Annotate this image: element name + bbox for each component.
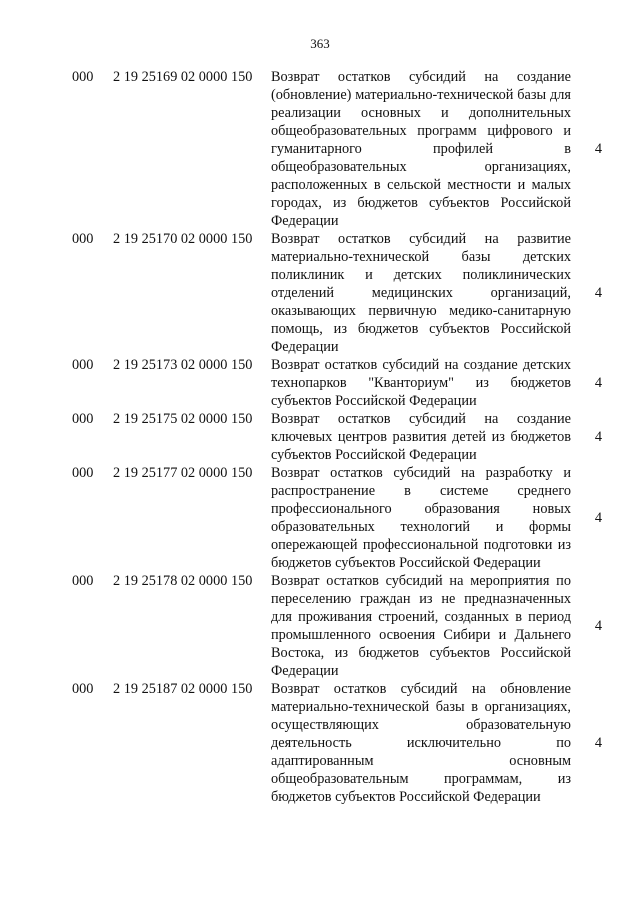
admin-code: 000 — [72, 573, 94, 589]
status-flag: 4 — [594, 510, 602, 526]
table-row — [72, 356, 612, 410]
table-row — [72, 572, 612, 680]
admin-code: 000 — [72, 231, 94, 247]
income-name: Возврат остатков субсидий на мероприятия по переселению граждан из не предназначенных для проживания строений, созданных в период промышленного освоения Сибири и Дальнего Востока, из бюджетов субъектов Российской Федерации — [271, 573, 571, 679]
status-flag: 4 — [594, 285, 602, 301]
income-name: Возврат остатков субсидий на создание детских технопарков "Кванториум" из бюджетов субъектов Российской Федерации — [271, 357, 571, 409]
table-row — [72, 68, 612, 230]
status-flag: 4 — [594, 618, 602, 634]
admin-code: 000 — [72, 357, 94, 373]
budget-code: 2 19 25178 02 0000 150 — [113, 573, 253, 589]
table-row — [72, 230, 612, 356]
budget-code: 2 19 25187 02 0000 150 — [113, 681, 253, 697]
table-row — [72, 680, 612, 806]
admin-code: 000 — [72, 681, 94, 697]
budget-code: 2 19 25175 02 0000 150 — [113, 411, 253, 427]
status-flag: 4 — [594, 141, 602, 157]
admin-code: 000 — [72, 465, 94, 481]
income-name: Возврат остатков субсидий на развитие материально-технической базы детских поликлиник и детских поликлинических отделений медицинских организаций, оказывающих первичную медико-санитарную помощь, из бюджетов субъектов Российской Федерации — [271, 231, 571, 355]
table-row — [72, 410, 612, 464]
status-flag: 4 — [594, 735, 602, 751]
classification-table — [72, 68, 612, 806]
status-flag: 4 — [594, 375, 602, 391]
income-name: Возврат остатков субсидий на разработку и распространение в системе среднего профессионального образования новых образовательных технологий и формы опережающей профессиональной подготовки из бюджетов субъектов Российской Федерации — [271, 465, 571, 571]
table-row — [72, 464, 612, 572]
income-name: Возврат остатков субсидий на создание (обновление) материально-технической базы для реализации основных и дополнительных общеобразовательных программ цифрового и гуманитарного профилей в общеобразовательных организациях, расположенных в сельской местности и малых городах, из бюджетов субъектов Российской Федерации — [271, 69, 571, 229]
budget-code: 2 19 25177 02 0000 150 — [113, 465, 253, 481]
page-number: 363 — [310, 36, 330, 51]
income-name: Возврат остатков субсидий на создание ключевых центров развития детей из бюджетов субъектов Российской Федерации — [271, 411, 571, 463]
budget-code: 2 19 25169 02 0000 150 — [113, 69, 253, 85]
budget-code: 2 19 25173 02 0000 150 — [113, 357, 253, 373]
status-flag: 4 — [594, 429, 602, 445]
budget-code: 2 19 25170 02 0000 150 — [113, 231, 253, 247]
admin-code: 000 — [72, 69, 94, 85]
income-name: Возврат остатков субсидий на обновление материально-технической базы в организациях, осуществляющих образовательную деятельность исключительно по адаптированным основным общеобразовательным программам, из бюджетов субъектов Российской Федерации — [271, 681, 571, 805]
admin-code: 000 — [72, 411, 94, 427]
